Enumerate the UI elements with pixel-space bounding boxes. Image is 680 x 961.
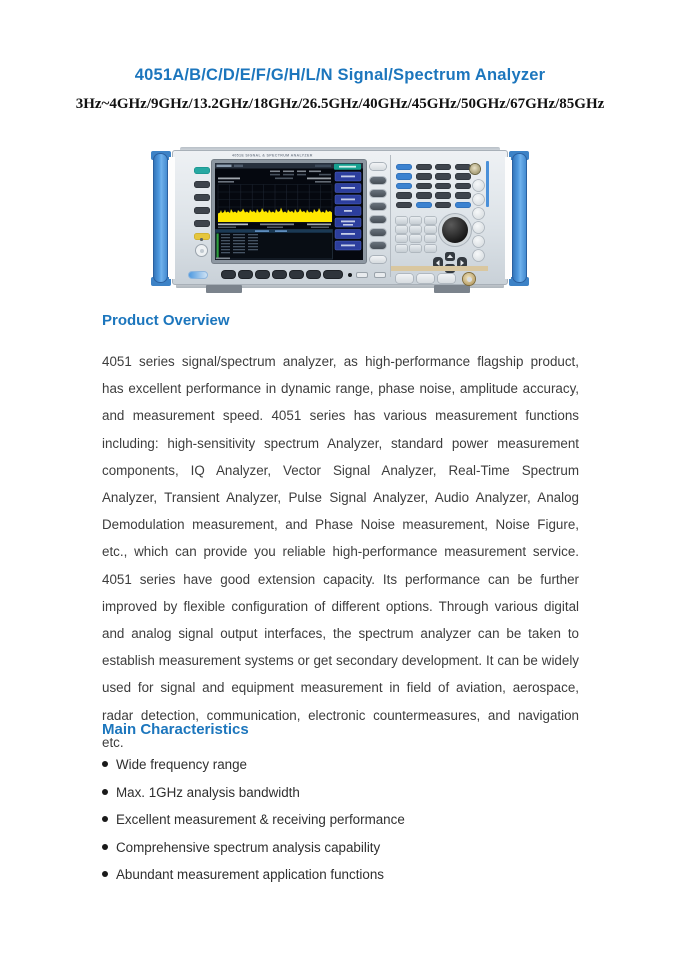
list-item	[102, 840, 579, 868]
list-item-label: Abundant measurement application functions	[116, 867, 384, 883]
bullet-icon	[102, 816, 108, 822]
front-key-wide	[324, 271, 342, 278]
softkey	[370, 177, 386, 184]
handle-gap	[169, 157, 175, 279]
panel-key	[194, 194, 210, 201]
round-button	[473, 236, 484, 247]
panel-key	[435, 164, 451, 171]
panel-key	[416, 183, 432, 190]
numeric-keypad	[396, 217, 437, 254]
bottom-connector	[417, 274, 434, 283]
device-screen	[212, 160, 366, 263]
list-item	[102, 785, 579, 813]
round-button	[473, 222, 484, 233]
panel-accent-strip	[486, 161, 489, 207]
overview-heading: Product Overview	[102, 312, 230, 329]
numpad-key	[410, 226, 421, 233]
panel-key	[194, 181, 210, 188]
panel-key	[435, 192, 451, 199]
panel-key	[194, 220, 210, 227]
panel-key	[396, 192, 412, 199]
softkey	[370, 216, 386, 223]
panel-key	[396, 183, 412, 190]
panel-key	[435, 173, 451, 180]
spectrum-analyzer-image	[150, 147, 530, 293]
overview-paragraph: 4051 series signal/spectrum analyzer, as high-performance flagship product, has excellent performance in dynamic range, phase noise, amplitude accuracy, and measurement speed. 4051 series has various measurement functions including: high-sensitivity spectrum Analyzer, standard power measurement components, IQ Analyzer, Vector Signal Analyzer, Real-Time Spectrum Analyzer, Transient Analyzer, Pulse Signal Analyzer, Audio Analyzer, Analog Demodulation measurement, and Phase Noise measurement, Noise Figure, etc., which can provide you reliable high-performance measurement service. 4051 series have good extension capacity. Its performance can be further improved by flexible configuration of different options. Through various digital and analog signal output interfaces, the spectrum analyzer can be taken to establish measurement systems or get secondary development. It can be widely used for signal and equipment measurement in field of aviation, aerospace, radar detection, communication, electronic countermeasures, and navigation etc.	[102, 354, 579, 750]
numpad-key	[425, 235, 436, 242]
round-button	[473, 250, 484, 261]
power-switch	[188, 271, 208, 279]
device-foot	[434, 285, 470, 293]
panel-key	[455, 183, 471, 190]
panel-key	[435, 183, 451, 190]
characteristics-heading: Main Characteristics	[102, 721, 249, 738]
device-brand-label: 4051E SIGNAL & SPECTRUM ANALYZER	[232, 154, 313, 158]
rotary-knob	[442, 217, 468, 243]
softkey-top	[370, 163, 386, 170]
list-item-label: Max. 1GHz analysis bandwidth	[116, 784, 300, 800]
panel-key	[435, 202, 451, 209]
left-handle	[153, 153, 168, 283]
panel-key	[455, 173, 471, 180]
round-button	[473, 194, 484, 205]
front-key	[239, 271, 252, 278]
panel-divider	[390, 155, 391, 277]
front-key	[290, 271, 303, 278]
list-item	[102, 867, 579, 895]
numpad-key	[396, 235, 407, 242]
numpad-key	[396, 245, 407, 252]
bullet-icon	[102, 761, 108, 767]
list-item-label: Comprehensive spectrum analysis capability	[116, 839, 381, 855]
numpad-key	[425, 217, 436, 224]
numpad-key	[425, 226, 436, 233]
function-key-grid	[396, 162, 472, 210]
rf-input-connector	[463, 273, 475, 285]
round-button	[473, 208, 484, 219]
softkey	[370, 229, 386, 236]
panel-key	[416, 202, 432, 209]
list-item	[102, 757, 579, 785]
device-foot	[206, 285, 242, 293]
characteristics-list	[102, 757, 579, 895]
bottom-connector	[438, 274, 455, 283]
panel-key	[416, 192, 432, 199]
handle-gap	[505, 157, 511, 279]
numpad-key	[425, 245, 436, 252]
panel-key	[396, 164, 412, 171]
preset-key	[194, 167, 210, 174]
softkey	[370, 242, 386, 249]
front-connector	[374, 272, 386, 278]
list-item	[102, 812, 579, 840]
connector-strip	[391, 266, 488, 271]
screen-graphic	[215, 163, 363, 260]
panel-key	[416, 164, 432, 171]
right-handle	[512, 153, 527, 283]
numpad-key	[410, 217, 421, 224]
numpad-key	[396, 226, 407, 233]
softkey	[370, 190, 386, 197]
front-led	[348, 273, 352, 277]
panel-key	[455, 164, 471, 171]
page-title: 4051A/B/C/D/E/F/G/H/L/N Signal/Spectrum Analyzer	[134, 66, 546, 84]
numpad-key	[396, 217, 407, 224]
panel-key	[455, 192, 471, 199]
bnc-connector-top	[470, 164, 480, 174]
numpad-key	[410, 235, 421, 242]
front-connector	[356, 272, 368, 278]
bottom-connector	[396, 274, 413, 283]
power-button	[195, 244, 208, 257]
front-key	[256, 271, 269, 278]
panel-key	[194, 207, 210, 214]
panel-key	[396, 173, 412, 180]
bullet-icon	[102, 789, 108, 795]
front-key	[307, 271, 320, 278]
front-key	[273, 271, 286, 278]
bullet-icon	[102, 844, 108, 850]
frequency-range-subtitle: 3Hz~4GHz/9GHz/13.2GHz/18GHz/26.5GHz/40GHz/45GHz/50GHz/67GHz/85GHz	[75, 96, 605, 112]
bullet-icon	[102, 871, 108, 877]
softkey-bottom	[370, 256, 386, 263]
power-led	[200, 238, 203, 241]
panel-key	[416, 173, 432, 180]
panel-key	[396, 202, 412, 209]
panel-key	[455, 202, 471, 209]
numpad-key	[410, 245, 421, 252]
softkey	[370, 203, 386, 210]
round-button	[473, 180, 484, 191]
list-item-label: Wide frequency range	[116, 757, 248, 772]
front-usb-key	[222, 271, 235, 278]
list-item-label: Excellent measurement & receiving performance	[116, 812, 405, 828]
